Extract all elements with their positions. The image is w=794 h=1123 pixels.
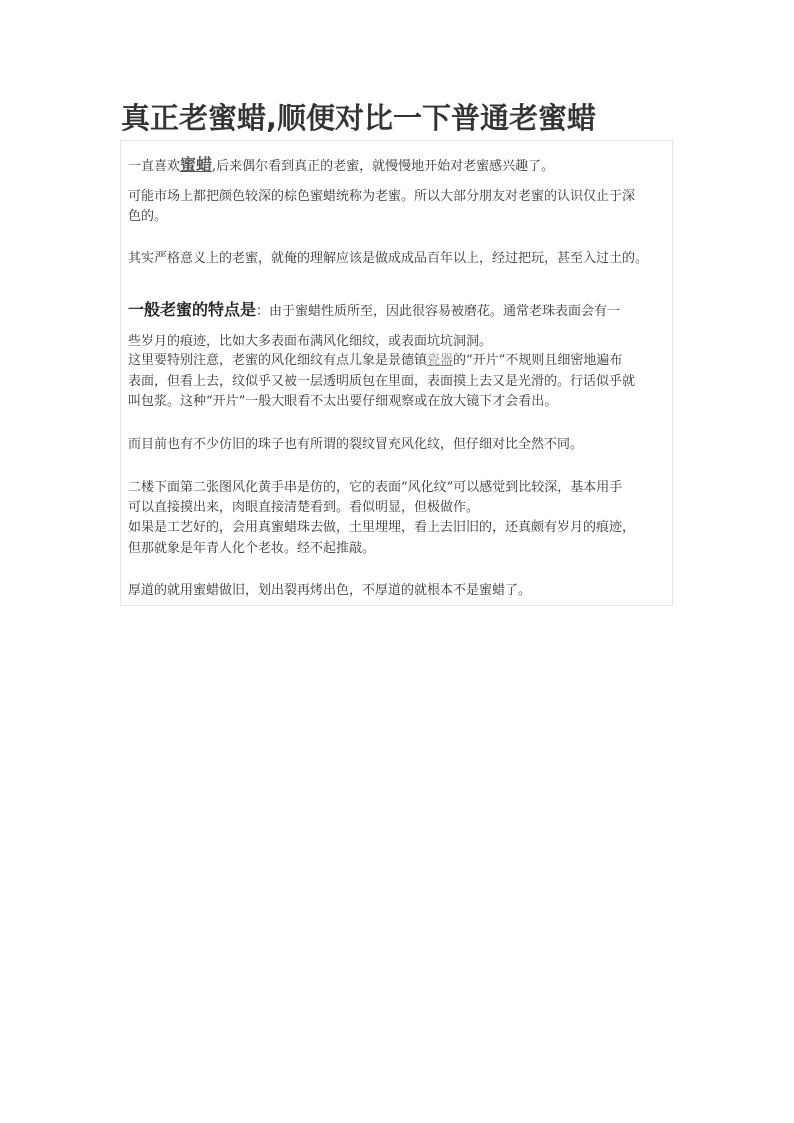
article-body bbox=[120, 140, 673, 606]
paragraph-line: 但那就象是年青人化个老妆。经不起推敲。 bbox=[128, 541, 376, 556]
paragraph-line: 表面，但看上去，纹似乎又被一层透明质包在里面，表面摸上去又是光滑的。行话似乎就 bbox=[128, 374, 636, 389]
paragraph-line: 叫包浆。这种“开片”一般大眼看不太出要仔细观察或在放大镜下才会看出。 bbox=[128, 394, 558, 409]
line-text: 一直喜欢 bbox=[128, 159, 181, 174]
paragraph-line: 厚道的就用蜜蜡做旧，划出裂再烤出色，不厚道的就根本不是蜜蜡了。 bbox=[128, 583, 532, 598]
line-text: ：由于蜜蜡性质所至，因此很容易被磨花。通常老珠表面会有一 bbox=[256, 304, 621, 319]
paragraph-line bbox=[128, 300, 620, 322]
paragraph-line bbox=[128, 351, 622, 371]
paragraph-line: 色的。 bbox=[128, 209, 168, 224]
paragraph-line: 而目前也有不少仿旧的珠子也有所谓的裂纹冒充风化纹，但仔细对比全然不同。 bbox=[128, 437, 584, 452]
paragraph-line: 些岁月的痕迹，比如大多表面布满风化细纹，或表面坑坑洞洞。 bbox=[128, 334, 493, 349]
line-text: ,后来偶尔看到真正的老蜜，就慢慢地开始对老蜜感兴趣了。 bbox=[212, 159, 555, 174]
beeswax-link[interactable]: 蜜蜡 bbox=[180, 155, 213, 174]
line-text: 的“开片”不规则且细密地遍布 bbox=[453, 353, 623, 368]
paragraph-line: 二楼下面第二张图风化黄手串是仿的，它的表面“风化纹”可以感觉到比较深，基本用手 bbox=[128, 480, 623, 495]
paragraph-line: 可能市场上都把颜色较深的棕色蜜蜡统称为老蜜。所以大部分朋友对老蜜的认识仅止于深 bbox=[128, 189, 636, 204]
paragraph-line: 其实严格意义上的老蜜，就俺的理解应该是做成成品百年以上，经过把玩，甚至入过土的。 bbox=[128, 251, 649, 266]
paragraph-line bbox=[128, 155, 554, 177]
porcelain-link[interactable]: 瓷器 bbox=[427, 353, 454, 368]
page-title: 真正老蜜蜡,顺便对比一下普通老蜜蜡 bbox=[121, 101, 597, 135]
paragraph-line: 如果是工艺好的，会用真蜜蜡珠去做，土里埋埋，看上去旧旧的，还真颇有岁月的痕迹， bbox=[128, 520, 636, 535]
section-heading: 一般老蜜的特点是 bbox=[128, 300, 257, 319]
line-text: 这里要特别注意，老蜜的风化细纹有点儿象是景德镇 bbox=[128, 353, 428, 368]
paragraph-line: 可以直接摸出来，肉眼直接清楚看到。看似明显，但极做作。 bbox=[128, 500, 480, 515]
